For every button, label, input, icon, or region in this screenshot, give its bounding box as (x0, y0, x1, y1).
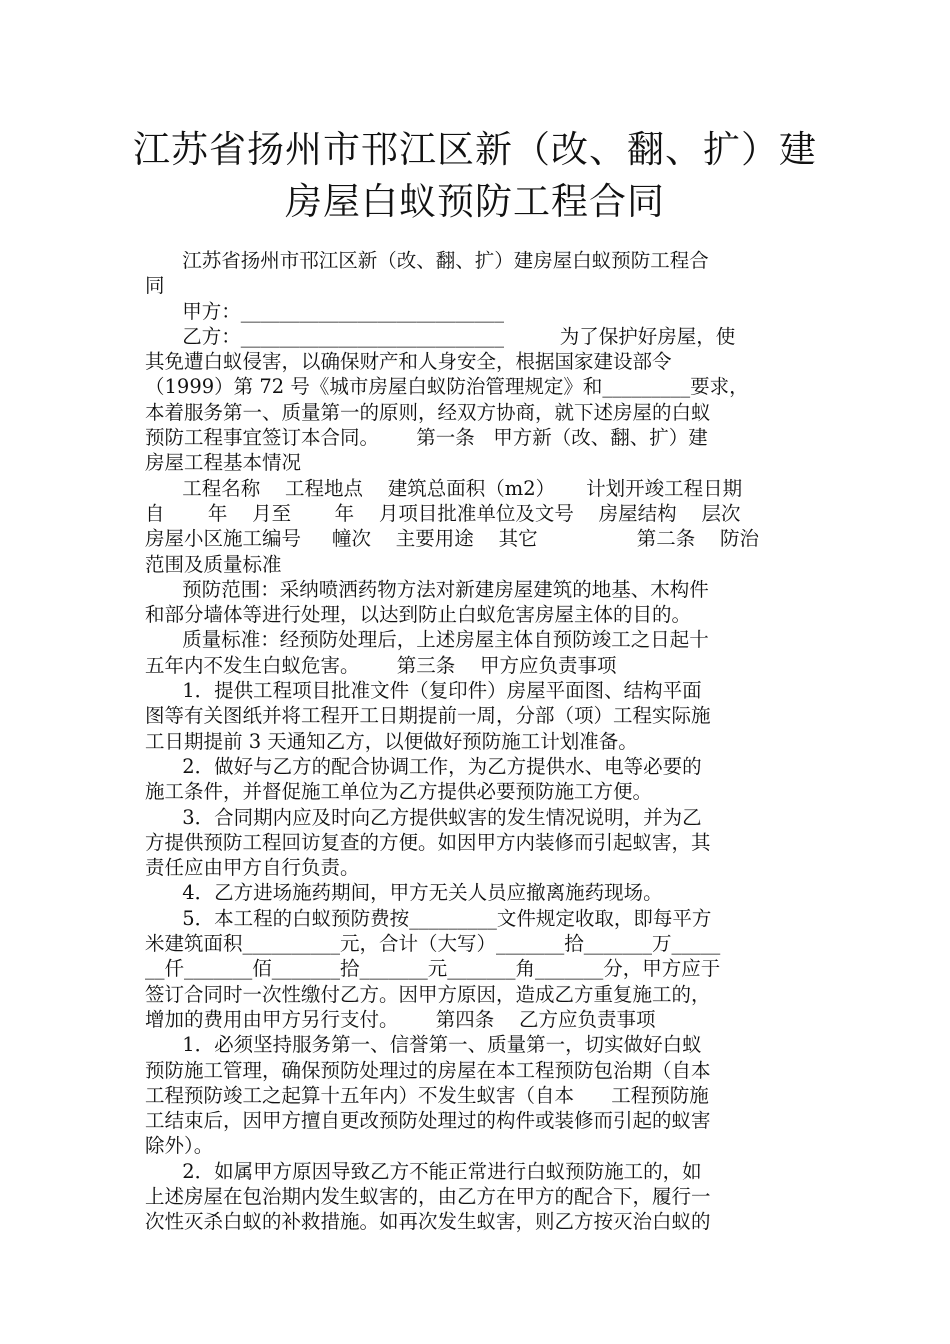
contract-text-line: 增加的费用由甲方另行支付。 第四条 乙方应负责事项 (145, 1007, 656, 1031)
contract-text-line: 房屋工程基本情况 (145, 451, 302, 475)
contract-text-line: 3．合同期内应及时向乙方提供蚁害的发生情况说明，并为乙 (145, 805, 702, 829)
contract-text-line: 米建筑面积__________元，合计（大写）_______拾_______万_____ (145, 932, 721, 956)
contract-text-line: 上述房屋在包治期内发生蚁害的，由乙方在甲方的配合下，履行一 (145, 1184, 711, 1208)
contract-text-line: 签订合同时一次性缴付乙方。因甲方原因，造成乙方重复施工的， (145, 982, 711, 1006)
contract-text-line: 4．乙方进场施药期间，甲方无关人员应撤离施药现场。 (145, 881, 663, 905)
contract-text-line: 和部分墙体等进行处理，以达到防止白蚁危害房屋主体的目的。 (145, 603, 692, 627)
contract-body (145, 248, 810, 1235)
contract-text-line: 质量标准：经预防处理后，上述房屋主体自预防竣工之日起十 (145, 628, 709, 652)
contract-text-line: 本着服务第一、质量第一的原则，经双方协商，就下述房屋的白蚁 (145, 400, 711, 424)
contract-text-line: 1．必须坚持服务第一、信誉第一、质量第一，切实做好白蚁 (145, 1033, 702, 1057)
contract-text-line: 同 (145, 274, 165, 298)
contract-text-line: 2．如属甲方原因导致乙方不能正常进行白蚁预防施工的，如 (145, 1159, 702, 1183)
contract-text-line: 预防工程事宜签订本合同。 第一条 甲方新（改、翻、扩）建 (145, 426, 708, 450)
contract-text-line: 工结束后，因甲方擅自更改预防处理过的构件或装修而引起的蚁害 (145, 1109, 711, 1133)
document-title-line-1: 江苏省扬州市邗江区新（改、翻、扩）建 (133, 128, 817, 171)
contract-text-line: 除外）。 (145, 1134, 214, 1158)
contract-text-line: 2．做好与乙方的配合协调工作，为乙方提供水、电等必要的 (145, 754, 702, 778)
contract-text-line: 方提供预防工程回访复查的方便。如因甲方内装修而引起蚁害，其 (145, 830, 711, 854)
contract-text-line: 预防施工管理，确保预防处理过的房屋在本工程预防包治期（自本 (145, 1058, 711, 1082)
contract-text-line: __仟_______佰_______拾_______元_______角_______分，甲方应于 (145, 957, 721, 981)
document-title-line-2: 房屋白蚁预防工程合同 (285, 180, 665, 223)
contract-text-line: 甲方：___________________________ (145, 299, 504, 323)
contract-text-line: 乙方：___________________________ 为了保护好房屋，使 (145, 324, 736, 348)
contract-text-line: 其免遭白蚁侵害，以确保财产和人身安全，根据国家建设部令 (145, 350, 672, 374)
contract-text-line: 图等有关图纸并将工程开工日期提前一周，分部（项）工程实际施 (145, 704, 711, 728)
contract-text-line: 次性灭杀白蚁的补救措施。如再次发生蚁害，则乙方按灭治白蚁的 (145, 1210, 711, 1234)
contract-text-line: 工日期提前 3 天通知乙方，以便做好预防施工计划准备。 (145, 729, 638, 753)
contract-text-line: 工程预防竣工之起算十五年内）不发生蚁害（自本 工程预防施 (145, 1083, 709, 1107)
contract-text-line: 自 年 月至 年 月项目批准单位及文号 房屋结构 层次 (145, 501, 741, 525)
contract-text-line: 江苏省扬州市邗江区新（改、翻、扩）建房屋白蚁预防工程合 (145, 249, 709, 272)
contract-text-line: 预防范围：采纳喷洒药物方法对新建房屋建筑的地基、木构件 (145, 577, 709, 601)
contract-text-line: 房屋小区施工编号 幢次 主要用途 其它 第二条 防治 (145, 527, 760, 551)
contract-text-line: 5．本工程的白蚁预防费按_________文件规定收取，即每平方 (145, 906, 712, 930)
contract-text-line: 范围及质量标准 (145, 552, 282, 576)
contract-text-line: 工程名称 工程地点 建筑总面积（m2） 计划开竣工程日期 (145, 476, 743, 500)
contract-text-line: 责任应由甲方自行负责。 (145, 856, 360, 880)
contract-text-line: 施工条件，并督促施工单位为乙方提供必要预防施工方便。 (145, 780, 653, 804)
contract-text-line: 五年内不发生白蚁危害。 第三条 甲方应负责事项 (145, 653, 617, 677)
contract-text-line: （1999）第 72 号《城市房屋白蚁防治管理规定》和_________要求， (145, 375, 749, 399)
contract-text-line: 1．提供工程项目批准文件（复印件）房屋平面图、结构平面 (145, 679, 702, 703)
